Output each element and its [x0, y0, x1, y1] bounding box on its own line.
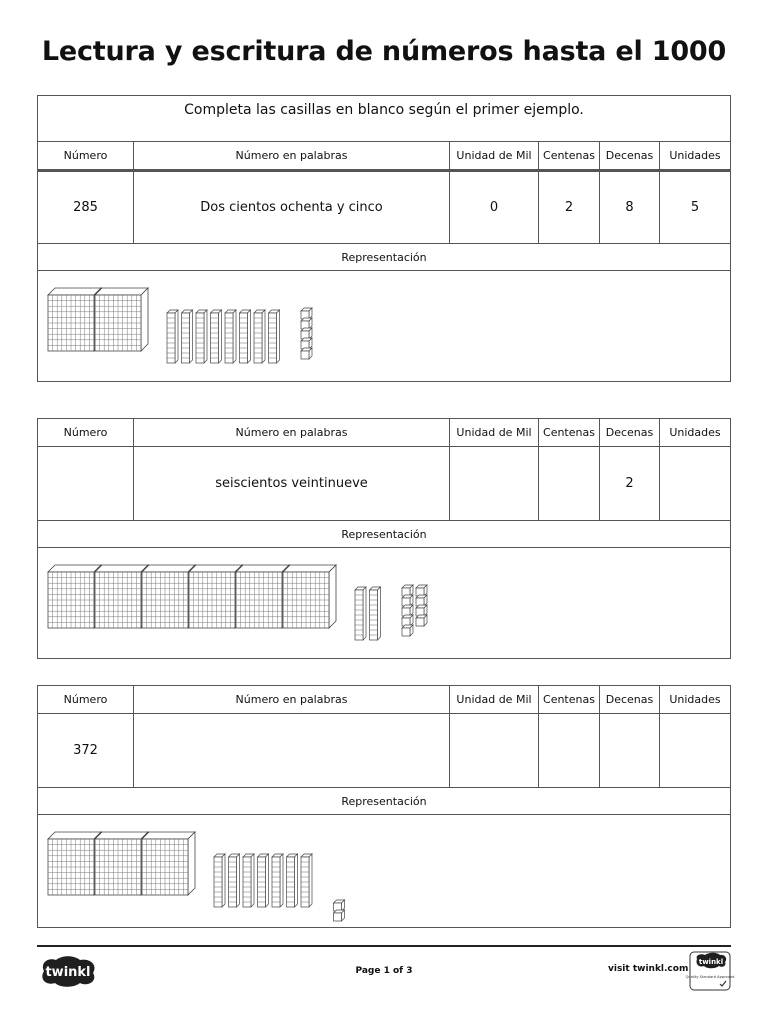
hundred-block	[142, 565, 195, 628]
header-centenas: Centenas	[539, 686, 600, 713]
unit-cube	[402, 625, 413, 636]
ten-rod	[167, 310, 178, 363]
exercise-block-3	[37, 685, 731, 928]
page-number: Page 1 of 3	[355, 966, 413, 976]
header-decenas: Decenas	[600, 142, 660, 169]
unit-cube	[402, 615, 413, 626]
header-unidades: Unidades	[669, 426, 721, 439]
ten-rod	[370, 587, 381, 640]
exercise-block-1	[37, 95, 731, 382]
numero-cell[interactable]: 372	[38, 714, 134, 787]
ten-rod	[254, 310, 265, 363]
ten-rod	[272, 854, 283, 907]
ten-rod	[243, 854, 254, 907]
hundred-block	[95, 832, 148, 895]
unit-cube	[301, 318, 312, 329]
header-numero: Número	[38, 686, 134, 713]
ten-rod	[182, 310, 193, 363]
unit-cube	[402, 605, 413, 616]
hundred-block	[236, 565, 289, 628]
exercise-block-2	[37, 418, 731, 659]
header-row	[38, 686, 730, 714]
header-centenas: Centenas	[539, 419, 600, 446]
ten-rod	[258, 854, 269, 907]
values-row	[38, 447, 730, 521]
unidades-cell[interactable]: 5	[690, 200, 700, 215]
header-decenas: Decenas	[600, 419, 660, 446]
representacion-header: Representación	[38, 521, 730, 548]
hundred-block	[48, 832, 101, 895]
unidades-cell[interactable]	[660, 447, 730, 520]
unit-cube	[402, 585, 413, 596]
quality-badge	[685, 951, 735, 991]
base-ten-blocks	[38, 548, 730, 658]
header-unidades: Unidades	[669, 693, 721, 706]
representacion-header: Representación	[38, 788, 730, 815]
representacion-header: Representación	[38, 244, 730, 271]
header-numero: Número	[38, 142, 134, 169]
header-unidad-mil: Unidad de Mil	[450, 419, 539, 446]
unidad-mil-cell[interactable]	[450, 447, 539, 520]
hundred-block	[95, 288, 148, 351]
base-ten-blocks	[38, 271, 730, 381]
ten-rod	[269, 310, 280, 363]
unit-cube	[334, 900, 345, 911]
unit-cube	[416, 585, 427, 596]
badge-text: Quality Standard Approved	[685, 975, 735, 979]
header-row	[38, 419, 730, 447]
header-palabras: Número en palabras	[134, 419, 450, 446]
centenas-cell[interactable]: 2	[539, 172, 600, 243]
unidad-mil-cell[interactable]: 0	[450, 172, 539, 243]
footer-divider	[37, 945, 731, 947]
ten-rod	[211, 310, 222, 363]
logo-text: twinkl	[45, 965, 91, 980]
hundred-block	[142, 832, 195, 895]
header-decenas: Decenas	[600, 686, 660, 713]
numero-cell[interactable]: 285	[38, 172, 134, 243]
base-ten-blocks	[38, 815, 730, 925]
header-palabras: Número en palabras	[134, 686, 450, 713]
hundred-block	[48, 565, 101, 628]
header-row	[38, 142, 730, 170]
palabras-cell[interactable]: Dos cientos ochenta y cinco	[134, 172, 450, 243]
header-unidad-mil: Unidad de Mil	[450, 142, 539, 169]
decenas-cell[interactable]: 8	[600, 172, 660, 243]
representacion-area	[38, 815, 730, 927]
unit-cube	[301, 348, 312, 359]
ten-rod	[196, 310, 207, 363]
header-palabras: Número en palabras	[134, 142, 450, 169]
unit-cube	[301, 338, 312, 349]
header-numero: Número	[38, 419, 134, 446]
badge-logo-text: twinkl	[698, 958, 724, 966]
values-row	[38, 170, 730, 244]
representacion-area	[38, 271, 730, 381]
page-title: Lectura y escritura de números hasta el 1000	[41, 36, 727, 67]
header-unidades: Unidades	[669, 149, 721, 162]
unit-cube	[301, 308, 312, 319]
unidad-mil-cell[interactable]	[450, 714, 539, 787]
unidades-cell[interactable]	[660, 714, 730, 787]
hundred-block	[95, 565, 148, 628]
ten-rod	[355, 587, 366, 640]
ten-rod	[225, 310, 236, 363]
palabras-cell[interactable]	[134, 714, 450, 787]
hundred-block	[48, 288, 101, 351]
unit-cube	[416, 605, 427, 616]
palabras-cell[interactable]: seiscientos veintinueve	[134, 447, 450, 520]
header-centenas: Centenas	[539, 142, 600, 169]
ten-rod	[214, 854, 225, 907]
visit-link[interactable]: visit twinkl.com	[608, 964, 689, 974]
decenas-cell[interactable]	[600, 714, 660, 787]
ten-rod	[301, 854, 312, 907]
values-row	[38, 714, 730, 788]
hundred-block	[189, 565, 242, 628]
centenas-cell[interactable]	[539, 447, 600, 520]
decenas-cell[interactable]: 2	[600, 447, 660, 520]
header-unidad-mil: Unidad de Mil	[450, 686, 539, 713]
centenas-cell[interactable]	[539, 714, 600, 787]
unit-cube	[334, 910, 345, 921]
ten-rod	[229, 854, 240, 907]
ten-rod	[240, 310, 251, 363]
numero-cell[interactable]	[38, 447, 134, 520]
ten-rod	[287, 854, 298, 907]
instructions: Completa las casillas en blanco según el primer ejemplo.	[38, 96, 730, 142]
representacion-area	[38, 548, 730, 658]
hundred-block	[283, 565, 336, 628]
unit-cube	[301, 328, 312, 339]
unit-cube	[402, 595, 413, 606]
unit-cube	[416, 615, 427, 626]
unit-cube	[416, 595, 427, 606]
